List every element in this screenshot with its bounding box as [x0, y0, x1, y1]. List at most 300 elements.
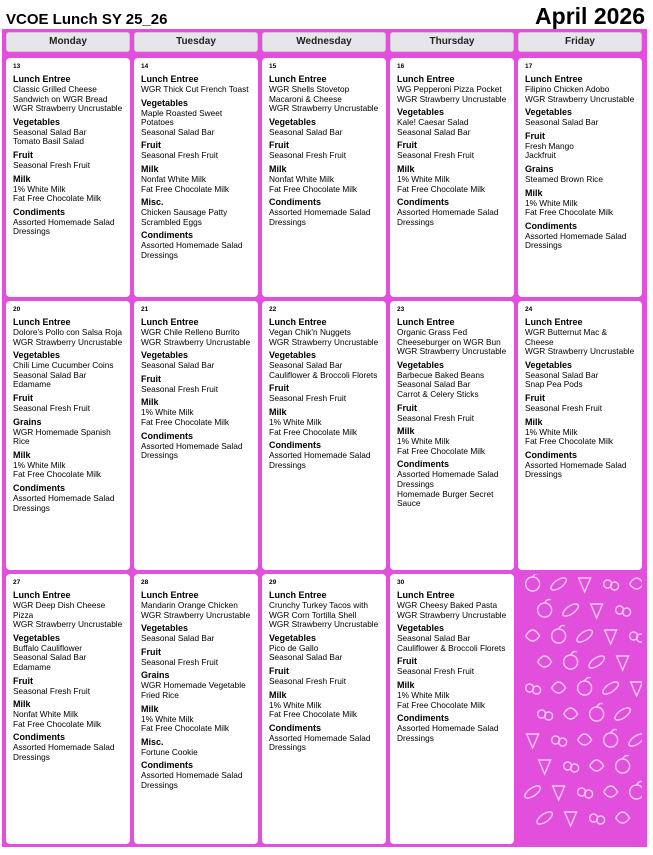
menu-section	[269, 197, 381, 227]
menu-item: Seasonal Fresh Fruit	[13, 402, 91, 413]
menu-month: April 2026	[535, 3, 645, 29]
menu-item: Fat Free Chocolate Milk	[141, 723, 230, 734]
section-title: Lunch Entree	[13, 317, 71, 327]
menu-item: Barbecue Baked Beans	[397, 369, 485, 380]
menu-item: Seasonal Salad Bar	[397, 126, 471, 137]
section-title: Vegetables	[13, 116, 61, 127]
menu-item: 1% White Milk	[141, 713, 194, 724]
section-title: Condiments	[13, 206, 66, 217]
day-cell	[390, 574, 514, 844]
day-date: 14	[141, 63, 149, 70]
section-title: Milk	[397, 679, 415, 690]
menu-item: Homemade Burger Secret Sauce	[397, 488, 494, 509]
menu-section	[141, 431, 253, 461]
menu-item: Mandarin Orange Chicken	[141, 600, 238, 610]
menu-item: Vegan Chik'n Nuggets	[269, 327, 351, 337]
menu-section	[397, 656, 509, 677]
menu-item: Crunchy Turkey Tacos with WGR Corn Tortilla Shell	[269, 600, 368, 620]
section-title: Fruit	[141, 140, 161, 151]
day-date: 21	[141, 306, 149, 313]
section-title: Milk	[397, 426, 415, 437]
menu-section	[397, 74, 509, 104]
menu-section	[141, 164, 253, 194]
menu-item: Chicken Sausage Patty	[141, 207, 228, 218]
menu-item: Nonfat White Milk	[141, 173, 207, 184]
menu-section	[13, 590, 125, 630]
menu-section	[269, 666, 381, 687]
menu-section	[269, 140, 381, 161]
section-title: Condiments	[525, 220, 578, 231]
menu-item: Organic Grass Fed Cheeseburger on WGR Bun	[397, 327, 501, 347]
menu-item: WG Pepperoni Pizza Pocket	[397, 84, 502, 94]
section-title: Fruit	[13, 392, 33, 403]
day-date: 27	[13, 579, 21, 586]
menu-item: 1% White Milk	[397, 436, 450, 447]
menu-item: WGR Strawberry Uncrustable	[269, 103, 379, 114]
menu-item: Assorted Homemade Salad Dressings	[397, 723, 499, 743]
menu-item: Assorted Homemade Salad Dressings	[397, 207, 499, 227]
menu-item: 1% White Milk	[13, 183, 66, 194]
menu-section	[141, 760, 253, 790]
day-cell	[518, 301, 642, 570]
section-title: Fruit	[269, 140, 289, 151]
menu-item: 1% White Milk	[525, 426, 578, 437]
menu-item: Fortune Cookie	[141, 746, 198, 757]
menu-item: Seasonal Fresh Fruit	[13, 685, 91, 696]
menu-section	[269, 74, 381, 114]
menu-section	[269, 723, 381, 753]
menu-section	[397, 590, 509, 620]
menu-item: Assorted Homemade Salad Dressings	[269, 450, 371, 470]
menu-item: Seasonal Fresh Fruit	[141, 383, 219, 394]
section-title: Vegetables	[141, 623, 189, 634]
section-title: Vegetables	[269, 116, 317, 127]
section-title: Milk	[525, 187, 543, 198]
menu-item: Seasonal Salad Bar	[141, 360, 215, 371]
menu-item: Fat Free Chocolate Milk	[525, 436, 614, 447]
menu-item: WGR Strawberry Uncrustable	[525, 346, 635, 357]
menu-item: Kale! Caesar Salad	[397, 117, 469, 128]
section-title: Milk	[397, 163, 415, 174]
menu-section	[397, 317, 509, 357]
menu-item: Seasonal Salad Bar	[397, 633, 471, 644]
menu-section	[13, 117, 125, 147]
menu-item: WGR Thick Cut French Toast	[141, 84, 249, 94]
menu-item: WGR Strawberry Uncrustable	[13, 336, 123, 347]
section-title: Condiments	[397, 197, 450, 208]
menu-item: WGR Cheesy Baked Pasta	[397, 600, 498, 610]
menu-item: Steamed Brown Rice	[525, 173, 603, 184]
menu-item: 1% White Milk	[397, 173, 450, 184]
menu-item: Fat Free Chocolate Milk	[269, 709, 358, 720]
menu-section	[141, 140, 253, 161]
menu-section	[397, 680, 509, 710]
menu-item: Classic Grilled Cheese Sandwich on WGR Bread	[13, 84, 108, 104]
menu-item: Seasonal Salad Bar	[525, 369, 599, 380]
day-cell	[518, 58, 642, 297]
menu-item: WGR Deep Dish Cheese Pizza	[13, 600, 106, 620]
section-title: Vegetables	[269, 632, 317, 643]
menu-section	[269, 633, 381, 663]
section-title: Lunch Entree	[397, 317, 455, 327]
menu-title: VCOE Lunch SY 25_26	[6, 11, 168, 28]
menu-item: Seasonal Salad Bar	[269, 126, 343, 137]
section-title: Fruit	[397, 402, 417, 413]
menu-item: Seasonal Salad Bar	[13, 652, 87, 663]
menu-item: Tomato Basil Salad	[13, 136, 85, 147]
day-cell	[134, 301, 258, 570]
menu-section	[13, 732, 125, 762]
menu-item: Pico de Gallo	[269, 642, 319, 653]
section-title: Condiments	[141, 760, 194, 771]
section-title: Condiments	[141, 230, 194, 241]
menu-section	[13, 676, 125, 697]
section-title: Milk	[269, 406, 287, 417]
menu-item: Snap Pea Pods	[525, 379, 583, 390]
day-cell	[390, 301, 514, 570]
menu-section	[141, 623, 253, 644]
section-title: Vegetables	[525, 107, 573, 118]
menu-item: Assorted Homemade Salad Dressings	[13, 742, 115, 762]
menu-item: WGR Strawberry Uncrustable	[269, 336, 379, 347]
menu-section	[269, 590, 381, 630]
section-title: Milk	[13, 173, 31, 184]
section-title: Vegetables	[13, 350, 61, 361]
menu-section	[525, 393, 637, 414]
menu-section	[13, 74, 125, 114]
menu-item: 1% White Milk	[141, 407, 194, 418]
menu-section	[141, 670, 253, 700]
menu-item: WGR Butternut Mac & Cheese	[525, 327, 608, 347]
menu-item: 1% White Milk	[269, 699, 322, 710]
section-title: Lunch Entree	[13, 74, 71, 84]
menu-calendar-grid	[2, 29, 647, 847]
menu-section	[141, 230, 253, 260]
section-title: Lunch Entree	[269, 317, 327, 327]
menu-item: WGR Chile Relleno Burrito	[141, 327, 240, 337]
section-title: Condiments	[141, 430, 194, 441]
section-title: Vegetables	[13, 632, 61, 643]
menu-item: Dolore's Pollo con Salsa Roja	[13, 327, 123, 337]
section-title: Fruit	[141, 646, 161, 657]
section-title: Condiments	[13, 482, 66, 493]
section-title: Fruit	[525, 392, 545, 403]
menu-item: Maple Roasted Sweet Potatoes	[141, 107, 223, 128]
menu-section	[525, 74, 637, 104]
day-header-friday: Friday	[518, 32, 642, 52]
section-title: Lunch Entree	[141, 590, 199, 600]
section-title: Milk	[525, 416, 543, 427]
menu-item: Seasonal Salad Bar	[269, 652, 343, 663]
fruit-vegetable-pattern-icon	[518, 574, 642, 844]
menu-section	[13, 317, 125, 347]
menu-item: Assorted Homemade Salad Dressings	[13, 216, 115, 237]
menu-item: Filipino Chicken Adobo	[525, 84, 610, 94]
menu-section	[397, 107, 509, 137]
section-title: Milk	[269, 689, 287, 700]
menu-item: Seasonal Fresh Fruit	[397, 412, 475, 423]
section-title: Vegetables	[141, 97, 189, 108]
menu-section	[141, 98, 253, 138]
menu-item: Fat Free Chocolate Milk	[13, 193, 102, 204]
menu-section	[13, 450, 125, 480]
section-title: Fruit	[525, 130, 545, 141]
menu-section	[269, 440, 381, 470]
section-title: Milk	[269, 163, 287, 174]
menu-section	[525, 417, 637, 447]
menu-section	[269, 117, 381, 138]
menu-item: Nonfat White Milk	[269, 173, 335, 184]
menu-section	[141, 374, 253, 395]
day-cell	[262, 301, 386, 570]
menu-item: WGR Homemade Spanish Rice	[13, 426, 111, 447]
section-title: Grains	[141, 670, 170, 681]
section-title: Condiments	[525, 449, 578, 460]
menu-section	[397, 403, 509, 424]
menu-section	[141, 647, 253, 668]
section-title: Milk	[141, 163, 159, 174]
menu-item: Fat Free Chocolate Milk	[397, 699, 486, 710]
day-date: 20	[13, 306, 21, 313]
menu-item: WGR Strawberry Uncrustable	[525, 93, 635, 104]
section-title: Condiments	[397, 459, 450, 470]
section-title: Milk	[141, 703, 159, 714]
menu-item: Nonfat White Milk	[13, 709, 79, 720]
menu-item: Assorted Homemade Salad Dressings	[141, 770, 243, 790]
menu-section	[141, 397, 253, 427]
section-title: Lunch Entree	[397, 74, 455, 84]
menu-item: Edamame	[13, 379, 51, 390]
day-date: 15	[269, 63, 277, 70]
menu-item: Fat Free Chocolate Milk	[397, 445, 486, 456]
day-header-monday: Monday	[6, 32, 130, 52]
menu-item: Carrot & Celery Sticks	[397, 388, 479, 399]
menu-section	[269, 407, 381, 437]
menu-section	[13, 483, 125, 513]
menu-item: 1% White Milk	[13, 459, 66, 470]
day-cell	[390, 58, 514, 297]
menu-item: Seasonal Salad Bar	[141, 126, 215, 137]
menu-item: Assorted Homemade Salad Dressings	[141, 240, 243, 260]
menu-section	[525, 131, 637, 161]
menu-item: Fresh Mango	[525, 140, 574, 151]
menu-item: Seasonal Salad Bar	[13, 126, 87, 137]
menu-item: Seasonal Salad Bar	[269, 360, 343, 371]
section-title: Fruit	[141, 373, 161, 384]
day-date: 28	[141, 579, 149, 586]
menu-item: Seasonal Fresh Fruit	[397, 666, 475, 677]
menu-item: Seasonal Fresh Fruit	[397, 150, 475, 161]
menu-item: WGR Strawberry Uncrustable	[397, 346, 507, 357]
menu-item: WGR Strawberry Uncrustable	[141, 609, 251, 620]
day-date: 17	[525, 63, 533, 70]
menu-item: Seasonal Fresh Fruit	[141, 150, 219, 161]
section-title: Lunch Entree	[397, 590, 455, 600]
menu-item: Seasonal Salad Bar	[525, 117, 599, 128]
menu-item: WGR Shells Stovetop Macaroni & Cheese	[269, 84, 350, 104]
day-date: 22	[269, 306, 277, 313]
menu-section	[525, 107, 637, 128]
section-title: Vegetables	[397, 359, 445, 370]
menu-section	[141, 317, 253, 347]
menu-item: Seasonal Fresh Fruit	[141, 656, 219, 667]
menu-section	[525, 188, 637, 218]
menu-item: Cauliflower & Broccoli Florets	[397, 642, 506, 653]
day-date: 23	[397, 306, 405, 313]
day-date: 13	[13, 63, 21, 70]
menu-item: Seasonal Fresh Fruit	[269, 150, 347, 161]
section-title: Vegetables	[525, 359, 573, 370]
menu-item: WGR Strawberry Uncrustable	[13, 103, 123, 114]
menu-item: Fat Free Chocolate Milk	[525, 207, 614, 218]
menu-section	[397, 197, 509, 227]
menu-item: Seasonal Fresh Fruit	[269, 675, 347, 686]
section-title: Fruit	[397, 140, 417, 151]
menu-section	[269, 317, 381, 347]
menu-item: Seasonal Salad Bar	[397, 379, 471, 390]
menu-section	[13, 207, 125, 237]
menu-item: Assorted Homemade Salad Dressings	[269, 732, 371, 753]
menu-section	[525, 164, 637, 185]
menu-item: Fat Free Chocolate Milk	[269, 426, 358, 437]
day-date: 29	[269, 579, 277, 586]
menu-item: WGR Strawberry Uncrustable	[141, 336, 251, 347]
menu-section	[13, 393, 125, 414]
day-date: 30	[397, 579, 405, 586]
menu-section	[397, 426, 509, 456]
menu-section	[141, 197, 253, 227]
section-title: Fruit	[269, 665, 289, 676]
day-date: 16	[397, 63, 405, 70]
section-title: Grains	[525, 163, 554, 174]
menu-item: Fat Free Chocolate Milk	[141, 183, 230, 194]
menu-item: Fat Free Chocolate Milk	[141, 416, 230, 427]
menu-item: Fat Free Chocolate Milk	[13, 718, 102, 729]
menu-item: Fat Free Chocolate Milk	[269, 183, 358, 194]
day-header-tuesday: Tuesday	[134, 32, 258, 52]
menu-item: Chili Lime Cucumber Coins	[13, 360, 114, 371]
menu-item: Seasonal Fresh Fruit	[525, 402, 603, 413]
section-title: Fruit	[13, 149, 33, 160]
menu-section	[141, 704, 253, 734]
menu-section	[13, 150, 125, 171]
day-header-wednesday: Wednesday	[262, 32, 386, 52]
day-cell	[262, 574, 386, 844]
menu-item: Assorted Homemade Salad Dressings	[397, 469, 499, 489]
day-cell	[134, 58, 258, 297]
menu-item: Assorted Homemade Salad Dressings	[525, 230, 627, 251]
menu-item: Seasonal Fresh Fruit	[269, 393, 347, 404]
menu-section	[269, 383, 381, 404]
menu-item: 1% White Milk	[525, 197, 578, 208]
menu-section	[13, 699, 125, 729]
section-title: Misc.	[141, 736, 164, 747]
menu-item: 1% White Milk	[269, 416, 322, 427]
menu-item: Jackfruit	[525, 150, 556, 161]
section-title: Milk	[13, 449, 31, 460]
section-title: Condiments	[269, 722, 322, 733]
section-title: Lunch Entree	[269, 590, 327, 600]
menu-item: Seasonal Fresh Fruit	[13, 159, 91, 170]
menu-item: Fat Free Chocolate Milk	[397, 183, 486, 194]
menu-section	[141, 737, 253, 758]
section-title: Lunch Entree	[525, 74, 583, 84]
section-title: Fruit	[397, 656, 417, 667]
menu-section	[397, 140, 509, 161]
section-title: Condiments	[269, 440, 322, 451]
menu-section	[525, 221, 637, 251]
section-title: Condiments	[397, 713, 450, 724]
section-title: Milk	[141, 397, 159, 408]
day-cell	[134, 574, 258, 844]
menu-item: WGR Strawberry Uncrustable	[397, 609, 507, 620]
menu-section	[13, 174, 125, 204]
section-title: Lunch Entree	[141, 317, 199, 327]
menu-section	[141, 74, 253, 95]
menu-section	[397, 623, 509, 653]
menu-section	[525, 360, 637, 390]
menu-item: WGR Strawberry Uncrustable	[269, 619, 379, 630]
menu-section	[525, 317, 637, 357]
section-title: Misc.	[141, 197, 164, 208]
menu-item: Cauliflower & Broccoli Florets	[269, 369, 378, 380]
menu-item: Fat Free Chocolate Milk	[13, 469, 102, 480]
menu-section	[269, 690, 381, 720]
menu-item: WGR Homemade Vegetable Fried Rice	[141, 680, 246, 700]
section-title: Fruit	[13, 675, 33, 686]
menu-item: WGR Strawberry Uncrustable	[397, 93, 507, 104]
menu-section	[397, 713, 509, 743]
section-title: Lunch Entree	[141, 74, 199, 84]
section-title: Vegetables	[141, 350, 189, 361]
day-cell	[6, 58, 130, 297]
menu-item: Assorted Homemade Salad Dressings	[525, 459, 627, 480]
menu-section	[141, 590, 253, 620]
section-title: Condiments	[13, 732, 66, 743]
section-title: Grains	[13, 416, 42, 427]
menu-item: WGR Strawberry Uncrustable	[13, 619, 123, 630]
menu-section	[269, 350, 381, 380]
section-title: Milk	[13, 699, 31, 710]
section-title: Fruit	[269, 383, 289, 394]
menu-section	[13, 350, 125, 390]
section-title: Condiments	[269, 197, 322, 208]
menu-item: Scrambled Eggs	[141, 216, 202, 227]
section-title: Vegetables	[269, 350, 317, 361]
day-cell	[6, 301, 130, 570]
section-title: Lunch Entree	[525, 317, 583, 327]
menu-item: Assorted Homemade Salad Dressings	[141, 440, 243, 461]
menu-section	[397, 459, 509, 508]
day-cell	[262, 58, 386, 297]
menu-section	[397, 164, 509, 194]
menu-section	[525, 450, 637, 480]
day-date: 24	[525, 306, 533, 313]
menu-item: Edamame	[13, 661, 51, 672]
day-cell	[6, 574, 130, 844]
menu-item: 1% White Milk	[397, 689, 450, 700]
menu-section	[141, 350, 253, 371]
menu-section	[269, 164, 381, 194]
menu-item: Seasonal Salad Bar	[13, 369, 87, 380]
menu-section	[397, 360, 509, 400]
menu-item: Assorted Homemade Salad Dressings	[269, 207, 371, 227]
menu-item: Buffalo Cauliflower	[13, 642, 83, 653]
section-title: Lunch Entree	[13, 590, 71, 600]
menu-section	[13, 417, 125, 447]
section-title: Vegetables	[397, 107, 445, 118]
section-title: Lunch Entree	[269, 74, 327, 84]
